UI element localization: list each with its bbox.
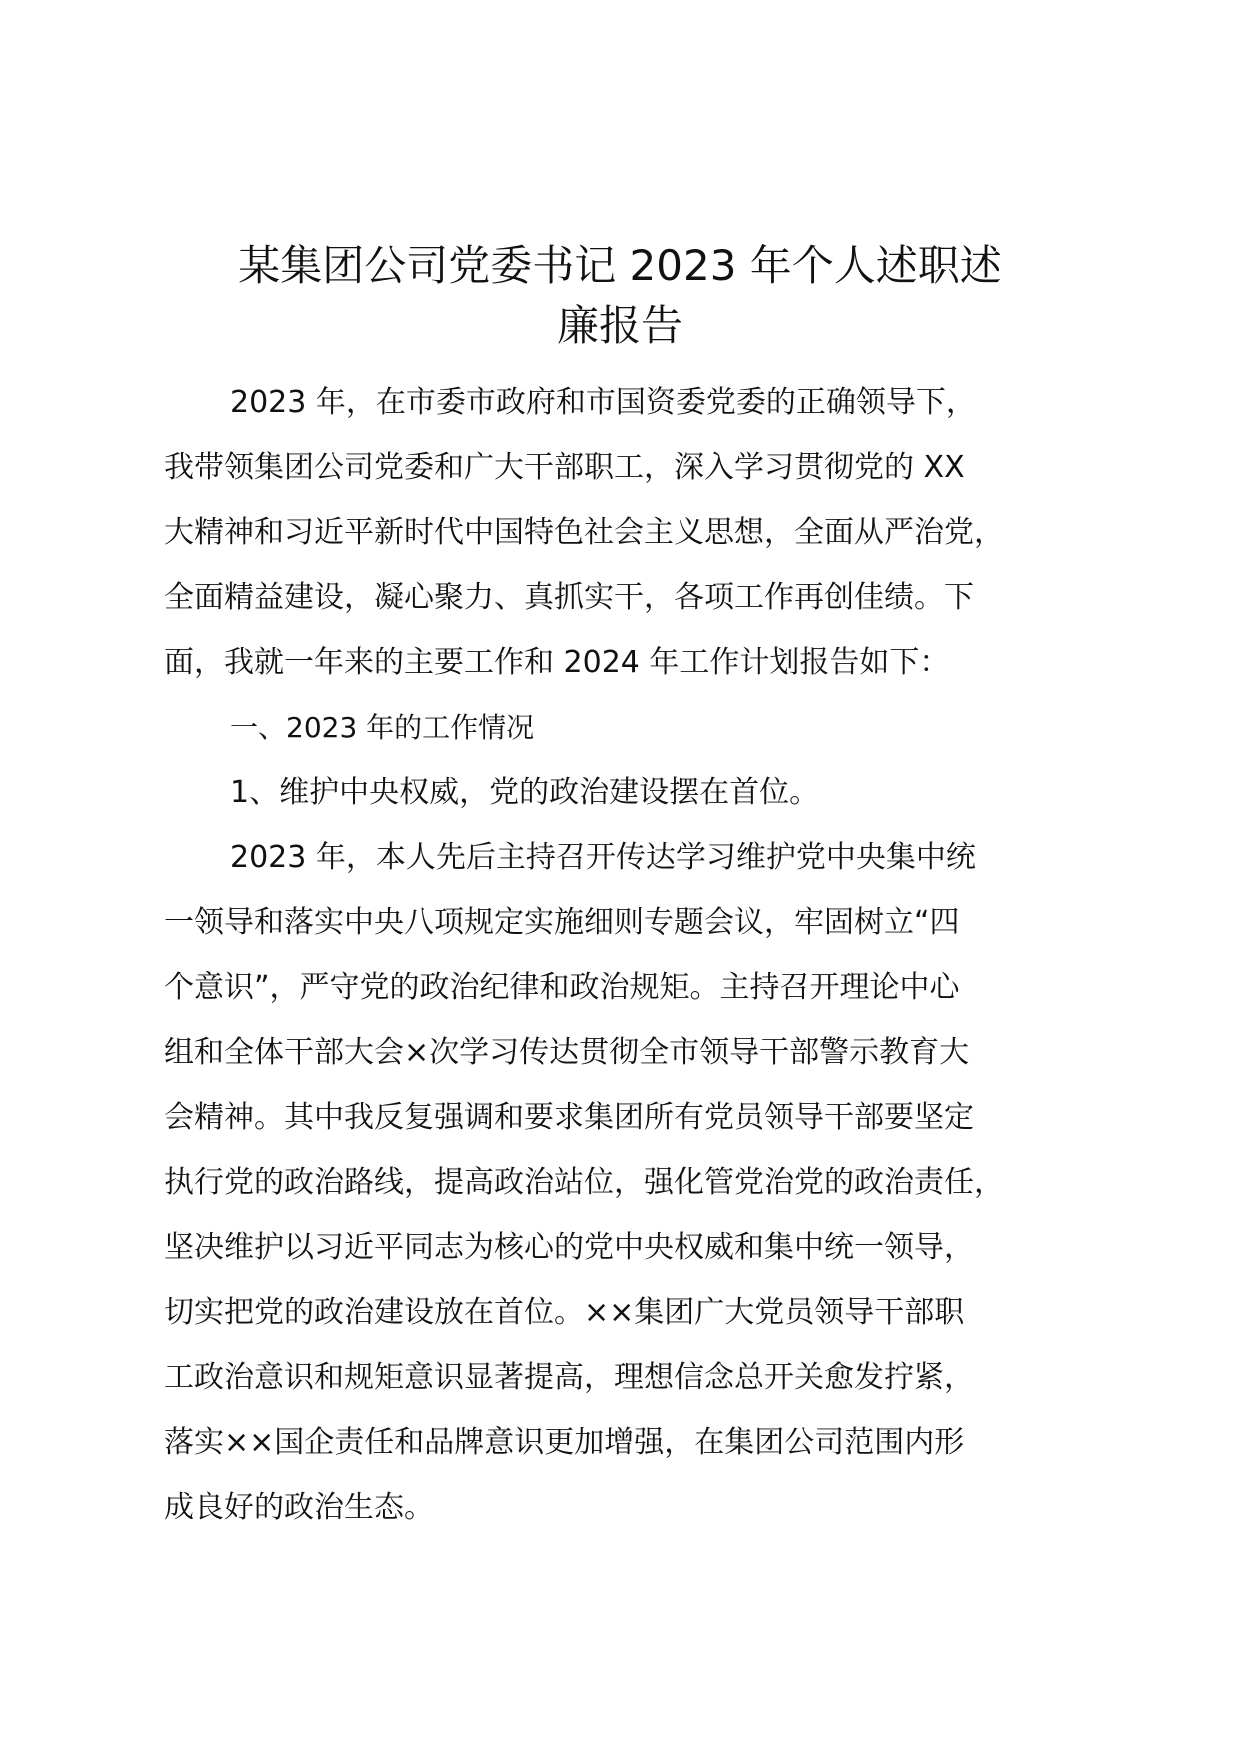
paragraph-line-10: 落实××国企责任和品牌意识更加增强，在集团公司范围内形 — [164, 1425, 965, 1460]
paragraph-line-5: 会精神。其中我反复强调和要求集团所有党员领导干部要坚定 — [164, 1100, 974, 1135]
intro-line-5: 面，我就一年来的主要工作和 2024 年工作计划报告如下： — [164, 645, 950, 680]
paragraph-line-2: 一领导和落实中央八项规定实施细则专题会议，牢固树立“四 — [164, 905, 960, 940]
intro-line-4: 全面精益建设，凝心聚力、真抓实干，各项工作再创佳绩。下 — [164, 580, 974, 615]
subsection-heading: 1、维护中央权威，党的政治建设摆在首位。 — [230, 775, 820, 810]
title-line-2: 廉报告 — [556, 301, 683, 350]
title-line-1: 某集团公司党委书记 2023 年个人述职述 — [238, 241, 1002, 290]
paragraph-line-4: 组和全体干部大会×次学习传达贯彻全市领导干部警示教育大 — [164, 1035, 970, 1070]
section-heading: 一、2023 年的工作情况 — [230, 711, 535, 744]
paragraph-line-1: 2023 年，本人先后主持召开传达学习维护党中央集中统 — [230, 840, 976, 875]
intro-line-3: 大精神和习近平新时代中国特色社会主义思想，全面从严治党， — [164, 515, 1004, 550]
paragraph-line-7: 坚决维护以习近平同志为核心的党中央权威和集中统一领导， — [164, 1230, 974, 1265]
intro-line-2: 我带领集团公司党委和广大干部职工，深入学习贯彻党的 XX — [164, 450, 965, 485]
paragraph-line-9: 工政治意识和规矩意识显著提高，理想信念总开关愈发拧紧， — [164, 1360, 974, 1395]
paragraph-line-6: 执行党的政治路线，提高政治站位，强化管党治党的政治责任， — [164, 1165, 1004, 1200]
paragraph-line-3: 个意识”，严守党的政治纪律和政治规矩。主持召开理论中心 — [164, 970, 960, 1005]
paragraph-line-11: 成良好的政治生态。 — [164, 1490, 434, 1525]
intro-line-1: 2023 年，在市委市政府和市国资委党委的正确领导下， — [230, 385, 976, 420]
paragraph-line-8: 切实把党的政治建设放在首位。××集团广大党员领导干部职 — [164, 1295, 965, 1330]
document-title — [140, 236, 1100, 356]
document-body — [164, 370, 1104, 1540]
